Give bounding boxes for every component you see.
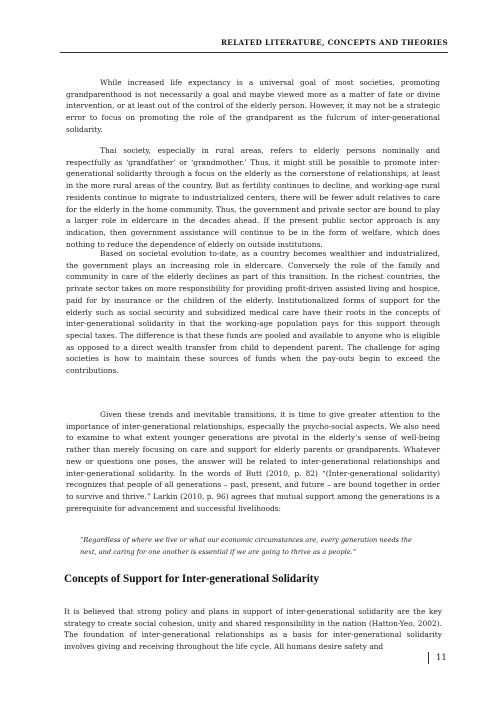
page-number: 11 xyxy=(428,652,447,664)
paragraph-text: Given these trends and inevitable transitions, it is time to give greater attention to the importance of inter-generational relationships, especially the psycho-social aspects. We also need to examine to what extent younger generations are pivotal in the elderly’s sense of well-being rather than merely focusing on care and support for elderly parents or grandparents. Whatever new or questions one poses, the answer will be related to inter-generational relationships and inter-generational solidarity. In the words of Butt (2010, p. 82) “(Inter-generational solidarity) recognizes that people of all generations – past, present, and future – are bound together in order to survive and thrive.” Larkin (2010, p. 96) agrees that mutual support among the generations is a prerequisite for advancement and successful livelihoods: xyxy=(66,410,440,513)
paragraph-text: Thai society, especially in rural areas, refers to elderly persons nominally and respectfully as ‘grandfather’ or ‘grandmother.’ Thus, it might still be possible to promote inter-generational solidarity through a focus on the elderly as the cornerstone of relationships, at least in the more rural areas of the country. But as fertility continues to decline, and working-age rural residents continue to migrate to industrialized centers, there will be fewer adult relatives to care for the elderly in the home community. Thus, the government and private sector are bound to play a larger role in eldercare in the decades ahead. If the present public sector approach is any indication, then government assistance will continue to be in the form of welfare, which does nothing to reduce the dependence of elderly on outside institutions. xyxy=(66,146,440,249)
body-paragraph-4 xyxy=(66,409,440,514)
section-paragraph xyxy=(64,606,442,653)
paragraph-text: Based on societal evolution to-date, as a country becomes wealthier and industrialized, the government plays an increasing role in eldercare. Conversely the role of the family and community in care of the elderly declines as part of this transition. In the richest countries, the private sector takes on more responsibility for providing profit-driven assisted living and hospice, paid for by insurance or the children of the elderly. Institutionalized forms of support for the elderly such as social security and subsidized medical care have their roots in the concepts of inter-generational solidarity in that the working-age population pays for this support through special taxes. The difference is that these funds are pooled and available to anyone who is eligible as opposed to a direct wealth transfer from child to dependent parent. The challenge for aging societies is how to maintain these sources of funds when the pay-outs begin to exceed the contributions. xyxy=(66,249,440,376)
body-paragraph-3 xyxy=(66,248,440,377)
header-rule xyxy=(60,52,448,53)
body-paragraph-2 xyxy=(66,145,440,250)
body-paragraph-1 xyxy=(66,77,440,136)
paragraph-text: While increased life expectancy is a universal goal of most societies, promoting grandparenthood is not necessarily a goal and maybe viewed more as a matter of fate or divine intervention, or at least out of the control of the elderly person. However, it may not be a strategic error to focus on promoting the role of the grandparent as the fulcrum of inter-generational solidarity. xyxy=(66,78,440,134)
block-quote: “Regardless of where we live or what our economic circumstances are, every generation needs the next, and caring for one another is essential if we are going to thrive as a people.” xyxy=(80,536,412,556)
running-header: RELATED LITERATURE, CONCEPTS AND THEORIES xyxy=(220,38,448,47)
section-heading: Concepts of Support for Inter-generational Solidarity xyxy=(64,573,320,585)
paragraph-text: It is believed that strong policy and plans in support of inter-generational solidarity are the key strategy to create social cohesion, unity and shared responsibility in the nation (Hatton-Yeo, 2002). The foundation of inter-generational relationships as a basis for inter-generational solidarity involves giving and receiving throughout the life cycle. All humans desire safety and xyxy=(64,607,442,652)
